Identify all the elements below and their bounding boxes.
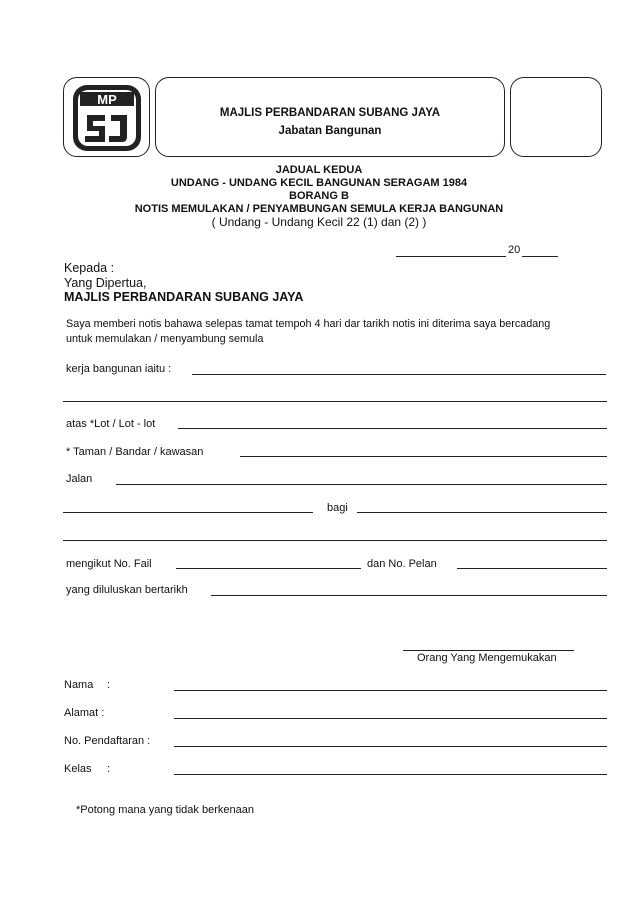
taman-input-line[interactable]: [240, 456, 607, 457]
taman-label: * Taman / Bandar / kawasan: [66, 446, 204, 458]
signature-label: Orang Yang Mengemukakan: [417, 652, 557, 664]
department-name: Jabatan Bangunan: [278, 125, 382, 137]
title-line2: UNDANG - UNDANG KECIL BANGUNAN SERAGAM 1984: [170, 177, 468, 189]
bagi-input-line[interactable]: [357, 512, 607, 513]
work-label: kerja bangunan iaitu :: [66, 363, 172, 375]
addressee-title: Yang Dipertua,: [64, 276, 147, 290]
jalan-input-line-2[interactable]: [63, 512, 313, 513]
nama-colon: :: [107, 679, 111, 691]
lot-label: atas *Lot / Lot - lot: [66, 418, 156, 430]
kelas-input-line[interactable]: [174, 774, 607, 775]
notice-line1: Saya memberi notis bahawa selepas tamat tempoh 4 hari dar tarikh notis ini diterima saya bercadang: [66, 318, 551, 330]
work-input-line-2[interactable]: [63, 401, 607, 402]
logo-box: [63, 77, 150, 157]
fail-input-line[interactable]: [176, 568, 361, 569]
title-line1: JADUAL KEDUA: [275, 164, 363, 176]
mpsj-logo-icon: [65, 79, 149, 156]
nama-input-line[interactable]: [174, 690, 607, 691]
title-header-box: [155, 77, 505, 157]
kelas-colon: :: [107, 763, 111, 775]
bagi-label: bagi: [327, 502, 348, 514]
daftar-label: No. Pendaftaran :: [64, 735, 151, 747]
work-input-line[interactable]: [192, 374, 606, 375]
pelan-input-line[interactable]: [457, 568, 607, 569]
bagi-input-line-2[interactable]: [63, 540, 607, 541]
date-year-prefix: 20: [508, 244, 521, 256]
approved-input-line[interactable]: [211, 595, 607, 596]
kelas-label: Kelas: [64, 763, 92, 775]
date-day-line[interactable]: [396, 256, 506, 257]
daftar-input-line[interactable]: [174, 746, 607, 747]
footnote: *Potong mana yang tidak berkenaan: [76, 804, 254, 816]
notice-line2: untuk memulakan / menyambung semula: [66, 333, 264, 345]
svg-text:MP: MP: [97, 92, 117, 107]
stamp-box: [510, 77, 602, 157]
title-line4: NOTIS MEMULAKAN / PENYAMBUNGAN SEMULA KERJA BANGUNAN: [134, 203, 504, 215]
fail-label: mengikut No. Fail: [66, 558, 152, 570]
alamat-input-line[interactable]: [174, 718, 607, 719]
addressee-org: MAJLIS PERBANDARAN SUBANG JAYA: [64, 290, 304, 304]
addressee-to: Kepada :: [64, 261, 115, 275]
title-line5: ( Undang - Undang Kecil 22 (1) dan (2) ): [211, 215, 427, 229]
lot-input-line[interactable]: [178, 428, 607, 429]
approved-label: yang diluluskan bertarikh: [66, 584, 188, 596]
nama-label: Nama: [64, 679, 94, 691]
pelan-label: dan No. Pelan: [367, 558, 437, 570]
jalan-input-line[interactable]: [116, 484, 607, 485]
signature-line[interactable]: [403, 650, 574, 651]
alamat-label: Alamat :: [64, 707, 105, 719]
jalan-label: Jalan: [66, 473, 93, 485]
date-year-line[interactable]: [522, 256, 558, 257]
org-name: MAJLIS PERBANDARAN SUBANG JAYA: [219, 107, 441, 119]
title-line3: BORANG B: [289, 190, 349, 202]
